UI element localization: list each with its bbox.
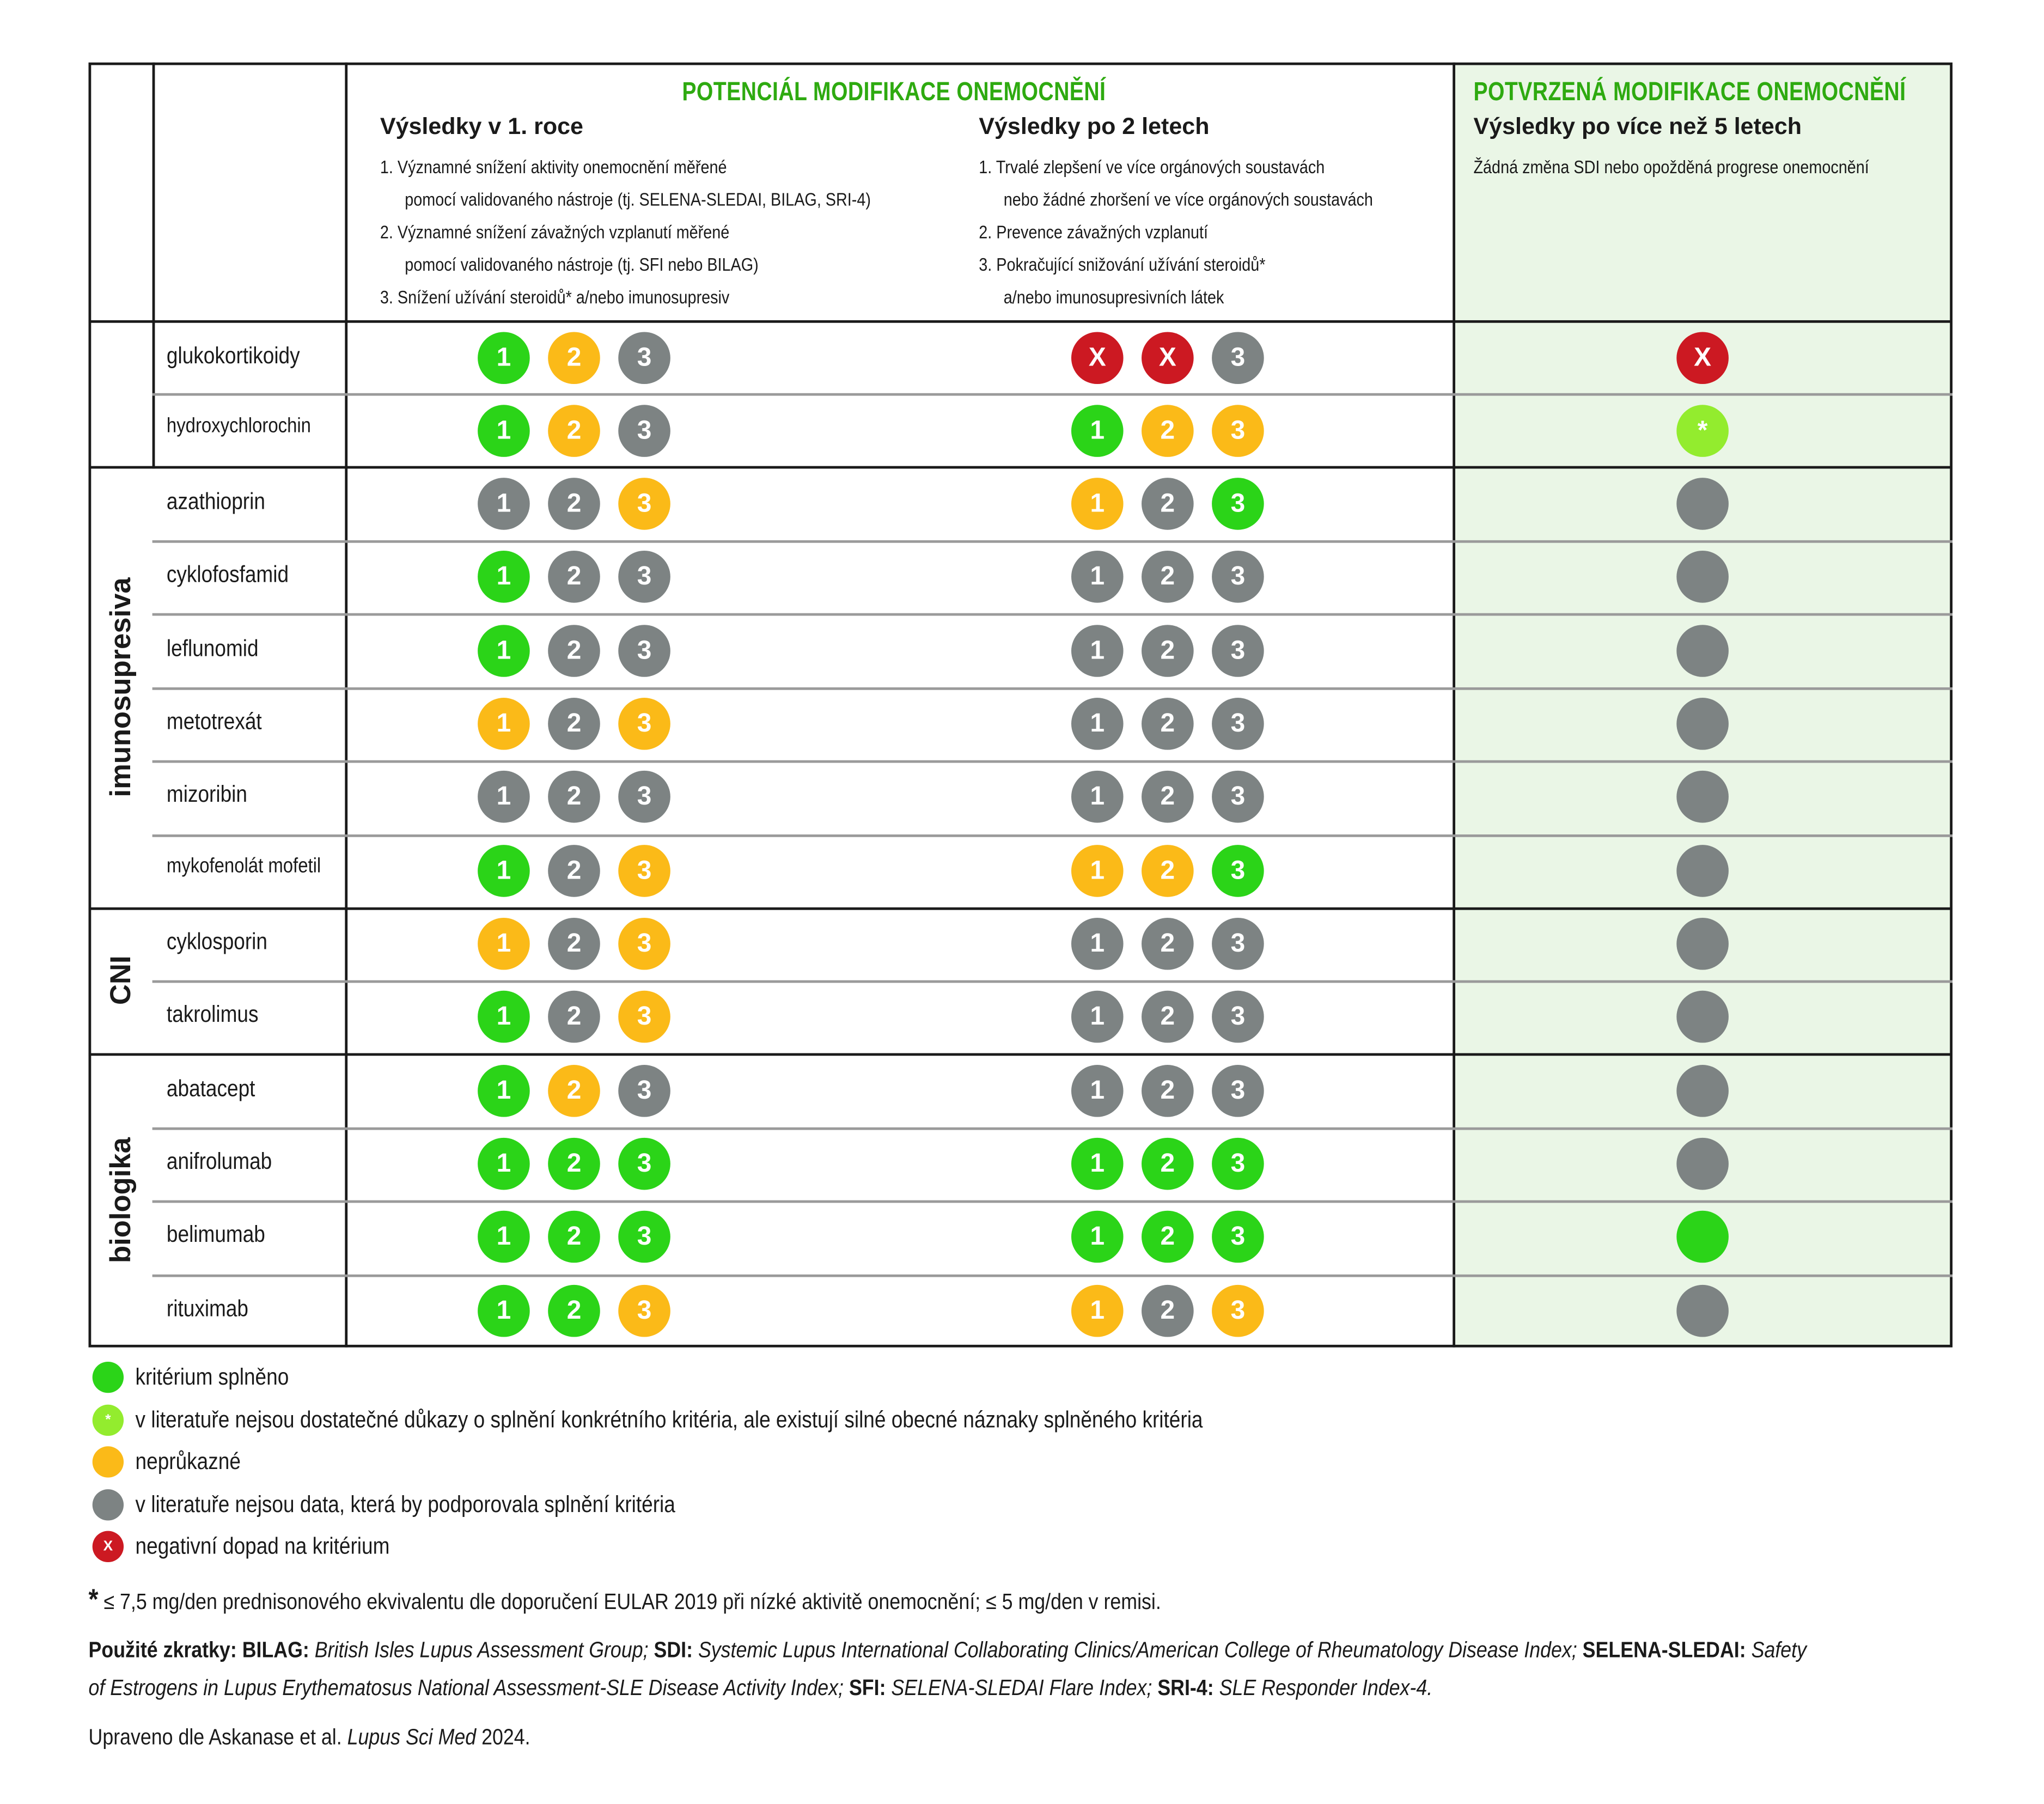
- drug-name: leflunomid: [166, 635, 259, 662]
- year5-dot: [1676, 625, 1729, 677]
- divider: [1453, 63, 1455, 1348]
- source-year: 2024.: [481, 1724, 530, 1750]
- year2-criterion-2-dot: 2: [1142, 405, 1194, 457]
- drug-name: mizoribin: [166, 781, 247, 807]
- year5-dot: [1676, 1065, 1729, 1117]
- abbreviation-term: SFI:: [849, 1675, 886, 1701]
- year1-criterion-2-dot: 2: [548, 698, 600, 750]
- drug-name: belimumab: [166, 1221, 265, 1247]
- abbreviations-label: Použité zkratky:: [88, 1637, 237, 1663]
- year5-dot: [1676, 1285, 1729, 1337]
- row-divider: [152, 980, 1953, 983]
- year1-criterion-2-dot: 2: [548, 478, 600, 530]
- year5-dot: [1676, 1211, 1729, 1263]
- year1-criterion-1-dot: 1: [478, 478, 530, 530]
- year5-dot: [1676, 991, 1729, 1043]
- asterisk-text: ≤ 7,5 mg/den prednisonového ekvivalentu dle doporučení EULAR 2019 při nízké aktivitě onemocnění; ≤ 5 mg/den v remisi.: [103, 1589, 1161, 1614]
- year2-criterion-3-dot: 3: [1212, 551, 1264, 603]
- abbreviation-term: BILAG:: [242, 1637, 309, 1663]
- legend-label: kritérium splněno: [135, 1363, 289, 1390]
- year1-criterion-2-dot: 2: [548, 625, 600, 677]
- legend-dot: [93, 1489, 124, 1520]
- year5-line: Žádná změna SDI nebo opožděná progrese onemocnění: [1473, 156, 1869, 178]
- legend-dot: *: [93, 1405, 124, 1436]
- potential-title: POTENCIÁL MODIFIKACE ONEMOCNĚNÍ: [682, 78, 1106, 107]
- year2-criterion-3-dot: 3: [1212, 771, 1264, 823]
- year1-line: pomocí validovaného nástroje (tj. SELENA-SLEDAI, BILAG, SRI-4): [405, 188, 871, 210]
- group-divider: [89, 907, 1953, 910]
- year2-criterion-2-dot: 2: [1142, 1211, 1194, 1263]
- year2-criterion-3-dot: 3: [1212, 991, 1264, 1043]
- year5-dot: [1676, 918, 1729, 970]
- year2-criterion-1-dot: 1: [1071, 918, 1124, 970]
- abbreviation-term: SDI:: [654, 1637, 693, 1663]
- year1-criterion-1-dot: 1: [478, 771, 530, 823]
- year2-criterion-2-dot: 2: [1142, 478, 1194, 530]
- asterisk-footnote: [89, 1583, 1161, 1617]
- group-label-imunosupresiva: imunosupresiva: [104, 577, 137, 797]
- abbreviation-term: SRI-4:: [1157, 1675, 1214, 1701]
- year5-dot: *: [1676, 405, 1729, 457]
- year2-criterion-2-dot: 2: [1142, 625, 1194, 677]
- year1-criterion-1-dot: 1: [478, 405, 530, 457]
- year1-criterion-3-dot: 3: [618, 1285, 670, 1337]
- group-label-cni: CNI: [104, 955, 137, 1005]
- year2-criterion-2-dot: 2: [1142, 1138, 1194, 1190]
- drug-name: azathioprin: [166, 488, 265, 515]
- drug-name: rituximab: [166, 1295, 249, 1321]
- year2-criterion-3-dot: 3: [1212, 1065, 1264, 1117]
- year2-criterion-1-dot: 1: [1071, 478, 1124, 530]
- abbreviation-expansion: Systemic Lupus International Collaborating Clinics/American College of Rheumatology Disease Index;: [698, 1637, 1577, 1663]
- year5-dot: [1676, 1138, 1729, 1190]
- year1-line: pomocí validovaného nástroje (tj. SFI nebo BILAG): [405, 254, 759, 275]
- year1-criterion-1-dot: 1: [478, 332, 530, 384]
- year2-criterion-2-dot: 2: [1142, 551, 1194, 603]
- year1-criterion-1-dot: 1: [478, 698, 530, 750]
- year1-title: Výsledky v 1. roce: [380, 113, 583, 139]
- year2-criterion-1-dot: 1: [1071, 1065, 1124, 1117]
- year2-criterion-1-dot: 1: [1071, 845, 1124, 897]
- year1-criterion-2-dot: 2: [548, 405, 600, 457]
- year1-criterion-1-dot: 1: [478, 1138, 530, 1190]
- year2-criterion-2-dot: 2: [1142, 1285, 1194, 1337]
- group-label-biologika: biologika: [104, 1137, 137, 1263]
- year1-criterion-3-dot: 3: [618, 1138, 670, 1190]
- year2-criterion-1-dot: 1: [1071, 1138, 1124, 1190]
- year2-criterion-3-dot: 3: [1212, 1285, 1264, 1337]
- row-divider: [152, 1128, 1953, 1130]
- legend-label: v literatuře nejsou dostatečné důkazy o splnění konkrétního kritéria, ale existují silné obecné náznaky splněného kritéria: [135, 1406, 1203, 1433]
- row-divider: [152, 687, 1953, 690]
- year1-criterion-3-dot: 3: [618, 625, 670, 677]
- year1-criterion-3-dot: 3: [618, 991, 670, 1043]
- group-divider: [89, 1053, 1953, 1056]
- year5-dot: X: [1676, 332, 1729, 384]
- row-divider: [152, 834, 1953, 837]
- year2-criterion-1-dot: 1: [1071, 698, 1124, 750]
- year1-criterion-3-dot: 3: [618, 405, 670, 457]
- drug-name: abatacept: [166, 1075, 255, 1101]
- year1-line: 2. Významné snížení závažných vzplanutí měřené: [380, 221, 730, 242]
- year2-criterion-1-dot: 1: [1071, 1285, 1124, 1337]
- abbreviation-term: SELENA-SLEDAI:: [1582, 1637, 1746, 1663]
- drug-name: metotrexát: [166, 708, 262, 734]
- year1-line: 1. Významné snížení aktivity onemocnění měřené: [380, 156, 727, 178]
- source-prefix: Upraveno dle Askanase et al.: [88, 1724, 342, 1750]
- year2-criterion-2-dot: 2: [1142, 698, 1194, 750]
- drug-name: anifrolumab: [166, 1148, 272, 1174]
- row-divider: [152, 1200, 1953, 1203]
- abbreviation-expansion: Safety: [1751, 1637, 1807, 1663]
- year2-criterion-2-dot: 2: [1142, 845, 1194, 897]
- year2-criterion-3-dot: 3: [1212, 625, 1264, 677]
- year1-criterion-1-dot: 1: [478, 1211, 530, 1263]
- drug-name: cyklosporin: [166, 928, 268, 954]
- abbreviations-line-2: [89, 1675, 1433, 1702]
- year2-criterion-3-dot: 3: [1212, 918, 1264, 970]
- legend-dot: X: [93, 1531, 124, 1562]
- abbreviation-expansion: of Estrogens in Lupus Erythematosus National Assessment-SLE Disease Activity Index;: [88, 1675, 844, 1701]
- abbreviations-line-1: [89, 1638, 1807, 1664]
- year1-criterion-1-dot: 1: [478, 1065, 530, 1117]
- drug-name: mykofenolát mofetil: [166, 855, 321, 877]
- legend-dot: [93, 1362, 124, 1393]
- year1-criterion-3-dot: 3: [618, 1211, 670, 1263]
- year1-criterion-1-dot: 1: [478, 625, 530, 677]
- year1-criterion-3-dot: 3: [618, 1065, 670, 1117]
- legend-dot: [93, 1446, 124, 1477]
- abbreviation-expansion: SLE Responder Index-4.: [1219, 1675, 1433, 1701]
- year1-criterion-2-dot: 2: [548, 1138, 600, 1190]
- year1-criterion-3-dot: 3: [618, 845, 670, 897]
- year2-line: 1. Trvalé zlepšení ve více orgánových soustavách: [979, 156, 1325, 178]
- year2-criterion-2-dot: X: [1142, 332, 1194, 384]
- year2-criterion-1-dot: 1: [1071, 405, 1124, 457]
- year1-criterion-1-dot: 1: [478, 991, 530, 1043]
- year1-criterion-2-dot: 2: [548, 1211, 600, 1263]
- year1-criterion-1-dot: 1: [478, 1285, 530, 1337]
- year2-criterion-2-dot: 2: [1142, 991, 1194, 1043]
- year5-dot: [1676, 771, 1729, 823]
- drug-name: takrolimus: [166, 1001, 259, 1027]
- year1-criterion-1-dot: 1: [478, 845, 530, 897]
- row-divider: [152, 540, 1953, 543]
- year1-criterion-3-dot: 3: [618, 918, 670, 970]
- year2-criterion-1-dot: 1: [1071, 771, 1124, 823]
- year5-dot: [1676, 478, 1729, 530]
- header-divider: [89, 320, 1953, 323]
- year2-criterion-1-dot: 1: [1071, 625, 1124, 677]
- year1-criterion-2-dot: 2: [548, 1065, 600, 1117]
- year1-criterion-2-dot: 2: [548, 918, 600, 970]
- row-divider: [152, 613, 1953, 615]
- year1-criterion-3-dot: 3: [618, 698, 670, 750]
- year2-criterion-3-dot: 3: [1212, 405, 1264, 457]
- year1-criterion-1-dot: 1: [478, 918, 530, 970]
- source-note: [89, 1725, 530, 1751]
- year1-criterion-2-dot: 2: [548, 991, 600, 1043]
- year5-dot: [1676, 551, 1729, 603]
- year2-criterion-1-dot: 1: [1071, 991, 1124, 1043]
- year2-criterion-2-dot: 2: [1142, 1065, 1194, 1117]
- legend-label: neprůkazné: [135, 1448, 241, 1474]
- year2-criterion-1-dot: 1: [1071, 1211, 1124, 1263]
- year5-dot: [1676, 698, 1729, 750]
- year2-criterion-3-dot: 3: [1212, 478, 1264, 530]
- drug-name: glukokortikoidy: [166, 342, 300, 369]
- year1-criterion-2-dot: 2: [548, 845, 600, 897]
- year2-title: Výsledky po 2 letech: [979, 113, 1210, 139]
- year2-line: 3. Pokračující snižování užívání steroidů*: [979, 254, 1266, 275]
- year1-criterion-2-dot: 2: [548, 771, 600, 823]
- drug-name: cyklofosfamid: [166, 561, 289, 587]
- asterisk-mark: *: [88, 1583, 99, 1616]
- year1-criterion-3-dot: 3: [618, 332, 670, 384]
- abbreviation-expansion: SELENA-SLEDAI Flare Index;: [891, 1675, 1152, 1701]
- legend-label: negativní dopad na kritérium: [135, 1533, 390, 1559]
- abbreviation-expansion: British Isles Lupus Assessment Group;: [314, 1637, 649, 1663]
- legend-label: v literatuře nejsou data, která by podporovala splnění kritéria: [135, 1491, 675, 1517]
- row-divider: [152, 393, 1953, 395]
- year1-criterion-2-dot: 2: [548, 332, 600, 384]
- year2-line: a/nebo imunosupresivních látek: [1003, 286, 1224, 308]
- year2-criterion-3-dot: 3: [1212, 1211, 1264, 1263]
- group-divider: [89, 466, 1953, 469]
- drug-name: hydroxychlorochin: [166, 415, 311, 438]
- year2-criterion-1-dot: 1: [1071, 551, 1124, 603]
- row-divider: [152, 1275, 1953, 1277]
- year5-title: Výsledky po více než 5 letech: [1473, 113, 1802, 139]
- year1-line: 3. Snížení užívání steroidů* a/nebo imunosupresiv: [380, 286, 730, 308]
- source-journal: Lupus Sci Med: [347, 1724, 477, 1750]
- year2-criterion-3-dot: 3: [1212, 332, 1264, 384]
- divider: [345, 63, 347, 1348]
- year1-criterion-2-dot: 2: [548, 1285, 600, 1337]
- year1-criterion-3-dot: 3: [618, 478, 670, 530]
- year1-criterion-3-dot: 3: [618, 551, 670, 603]
- year1-criterion-2-dot: 2: [548, 551, 600, 603]
- year5-dot: [1676, 845, 1729, 897]
- year1-criterion-3-dot: 3: [618, 771, 670, 823]
- confirmed-title: POTVRZENÁ MODIFIKACE ONEMOCNĚNÍ: [1473, 78, 1906, 107]
- row-divider: [152, 760, 1953, 763]
- year2-criterion-1-dot: X: [1071, 332, 1124, 384]
- year2-criterion-2-dot: 2: [1142, 918, 1194, 970]
- year1-criterion-1-dot: 1: [478, 551, 530, 603]
- year2-criterion-2-dot: 2: [1142, 771, 1194, 823]
- year2-line: nebo žádné zhoršení ve více orgánových soustavách: [1003, 188, 1373, 210]
- divider: [152, 63, 155, 323]
- year2-criterion-3-dot: 3: [1212, 845, 1264, 897]
- year2-line: 2. Prevence závažných vzplanutí: [979, 221, 1208, 242]
- year2-criterion-3-dot: 3: [1212, 698, 1264, 750]
- year2-criterion-3-dot: 3: [1212, 1138, 1264, 1190]
